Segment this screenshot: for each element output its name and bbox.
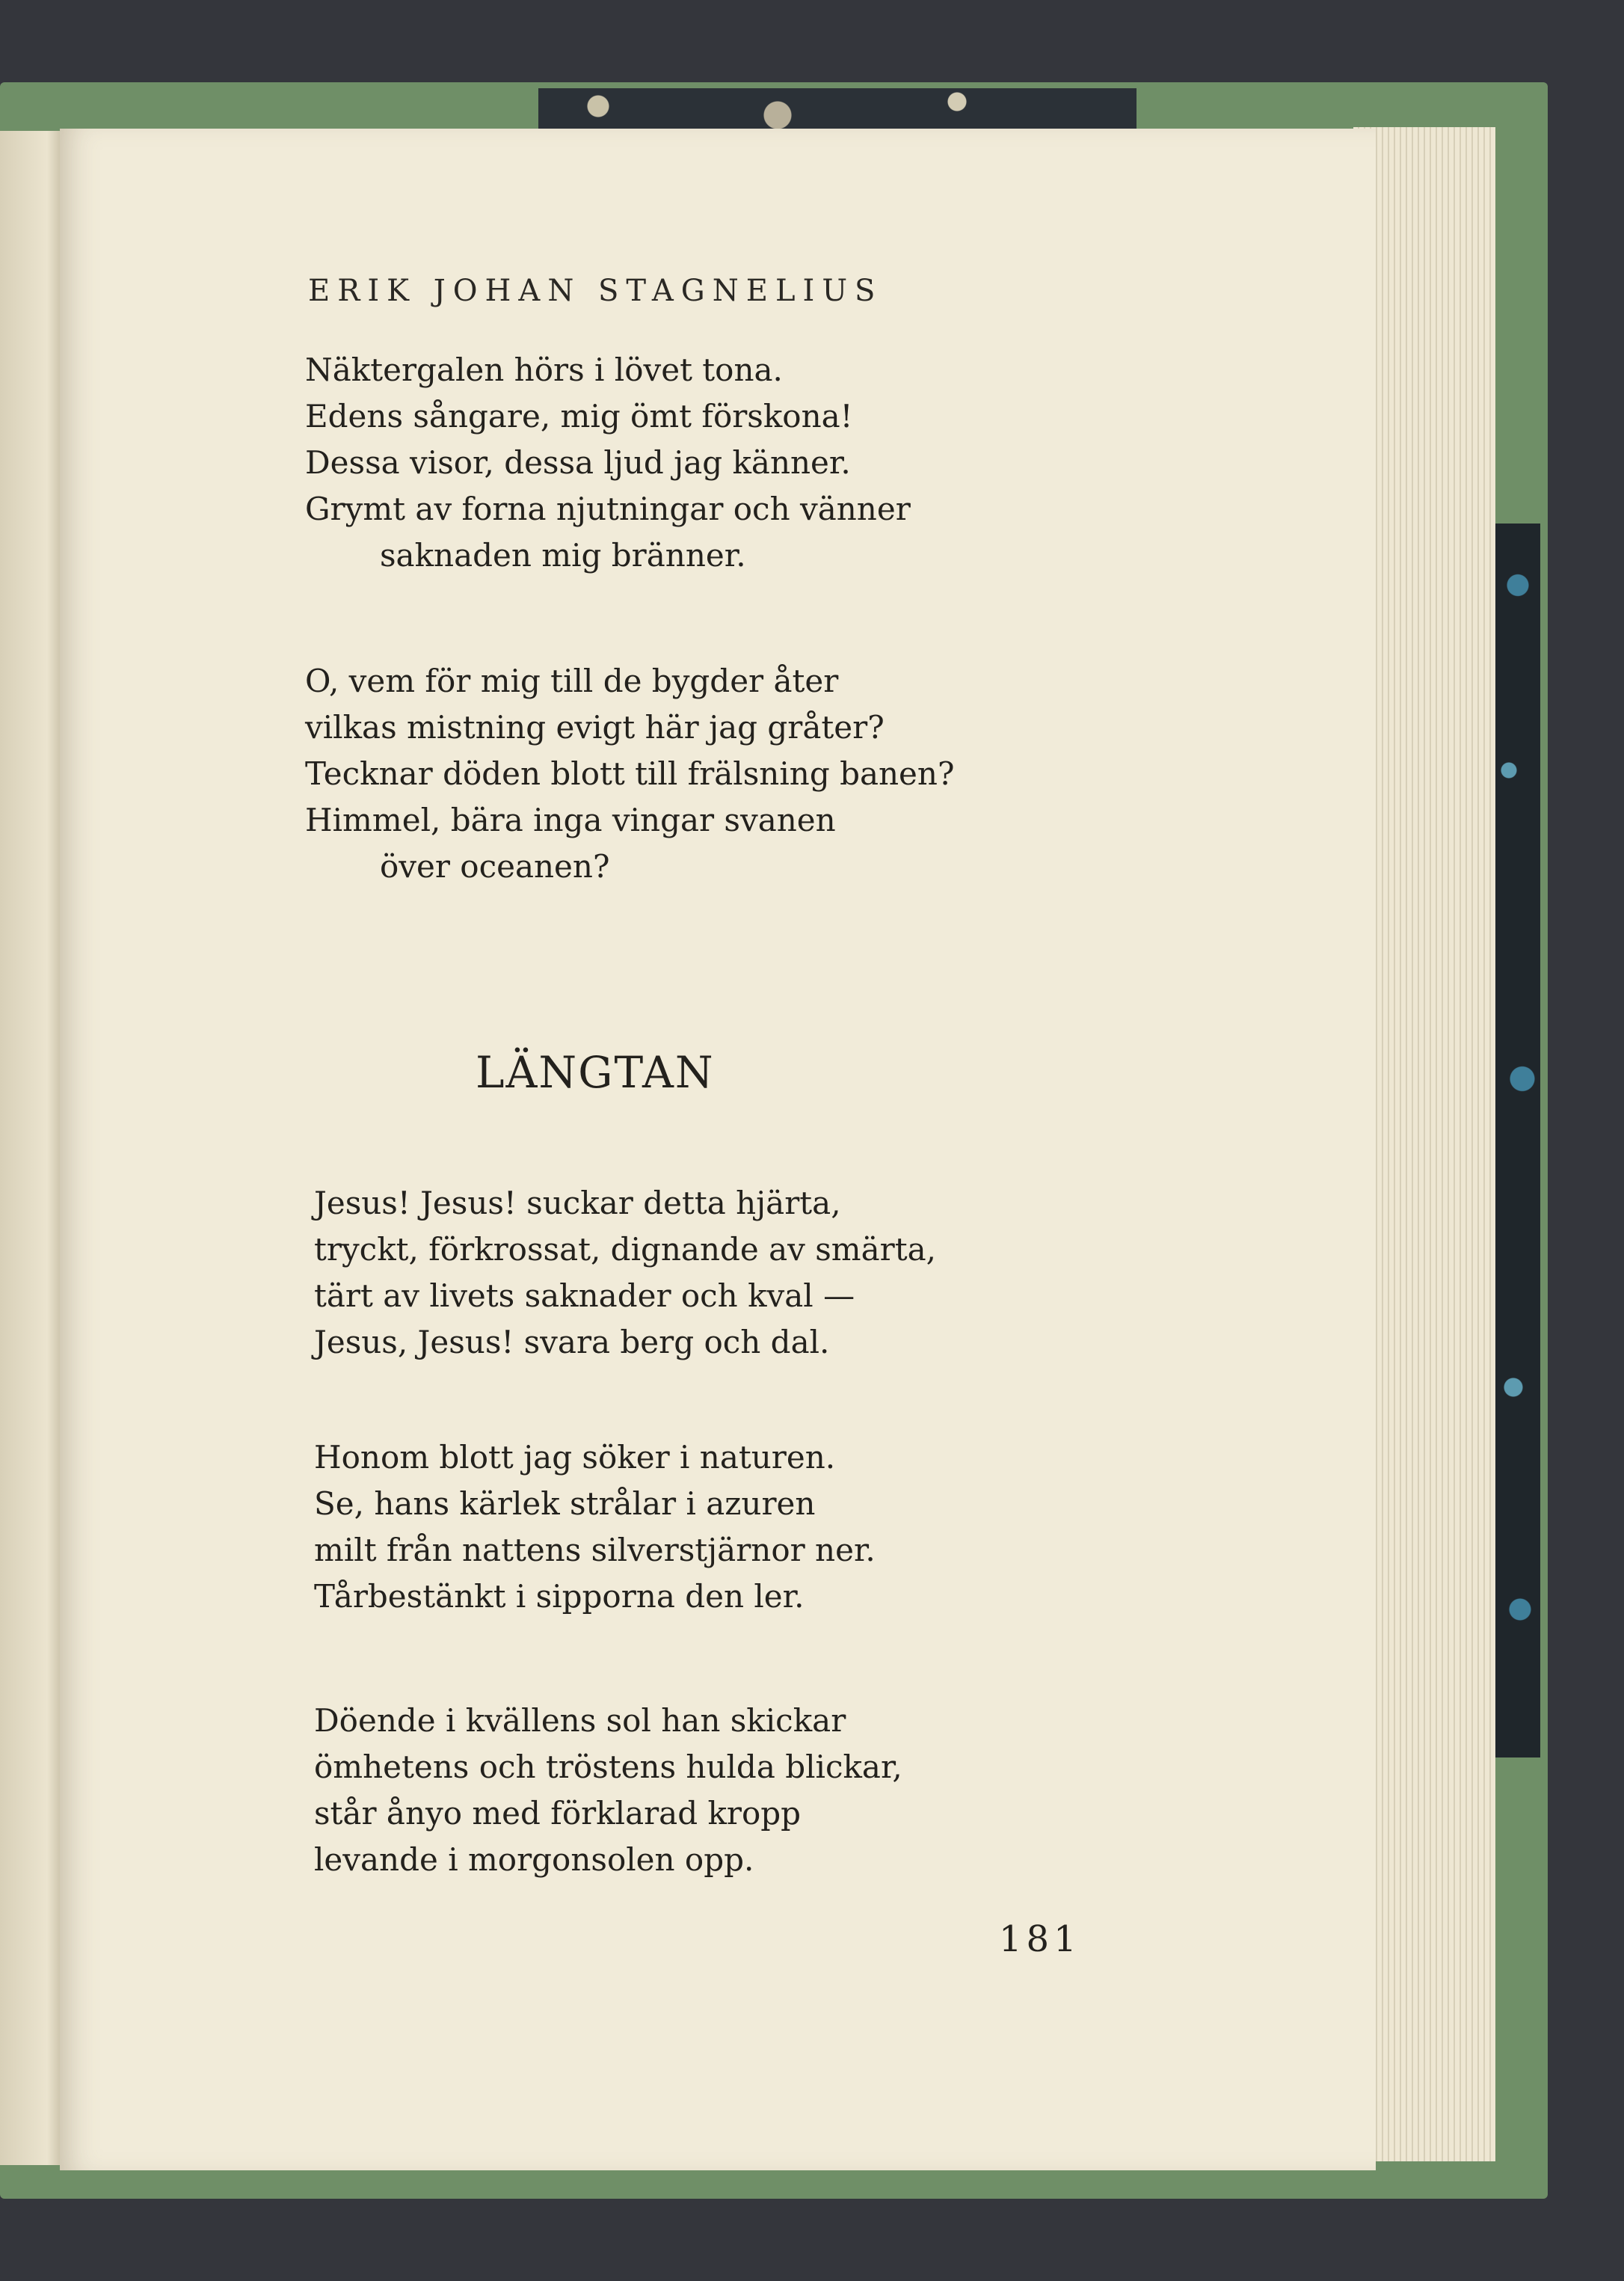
verse-line: milt från nattens silverstjärnor ner. bbox=[314, 1532, 876, 1568]
verse-line: Edens sångare, mig ömt förskona! bbox=[305, 398, 853, 435]
page-number: 181 bbox=[999, 1918, 1081, 1960]
verse-line: tryckt, förkrossat, dignande av smärta, bbox=[314, 1231, 937, 1268]
verse-line: över oceanen? bbox=[380, 848, 610, 885]
stanza-1 bbox=[305, 347, 911, 579]
stanza-5 bbox=[314, 1698, 902, 1883]
verse-line: Döende i kvällens sol han skickar bbox=[314, 1702, 846, 1739]
verse-line: Jesus! Jesus! suckar detta hjärta, bbox=[314, 1185, 841, 1221]
verse-line: står ånyo med förklarad kropp bbox=[314, 1795, 802, 1832]
verse-line: Näktergalen hörs i lövet tona. bbox=[305, 351, 783, 388]
running-head: ERIK JOHAN STAGNELIUS bbox=[308, 274, 883, 308]
verse-line: Himmel, bära inga vingar svanen bbox=[305, 802, 836, 838]
verse-line: levande i morgonsolen opp. bbox=[314, 1841, 754, 1878]
verse-line: saknaden mig bränner. bbox=[380, 537, 746, 574]
verse-line: Se, hans kärlek strålar i azuren bbox=[314, 1485, 816, 1522]
stanza-3 bbox=[314, 1180, 936, 1366]
verse-line: Tårbestänkt i sipporna den ler. bbox=[314, 1578, 805, 1615]
verse-line: Tecknar döden blott till frälsning banen? bbox=[305, 755, 955, 792]
verse-line: Jesus, Jesus! svara berg och dal. bbox=[314, 1324, 830, 1360]
verse-line: Grymt av forna njutningar och vänner bbox=[305, 491, 911, 527]
verse-line: tärt av livets saknader och kval — bbox=[314, 1277, 855, 1314]
verse-line: vilkas mistning evigt här jag gråter? bbox=[305, 709, 885, 746]
marbled-page-edge bbox=[1495, 524, 1540, 1757]
poem-title: LÄNGTAN bbox=[476, 1047, 715, 1098]
stanza-2 bbox=[305, 658, 954, 890]
marbled-endpaper-top bbox=[538, 88, 1137, 133]
verse-line: Honom blott jag söker i naturen. bbox=[314, 1439, 836, 1476]
left-page-sliver bbox=[0, 131, 67, 2165]
verse-line: Dessa visor, dessa ljud jag känner. bbox=[305, 444, 851, 481]
stanza-4 bbox=[314, 1434, 876, 1620]
verse-line: O, vem för mig till de bygder åter bbox=[305, 663, 839, 699]
verse-line: ömhetens och tröstens hulda blickar, bbox=[314, 1749, 902, 1785]
